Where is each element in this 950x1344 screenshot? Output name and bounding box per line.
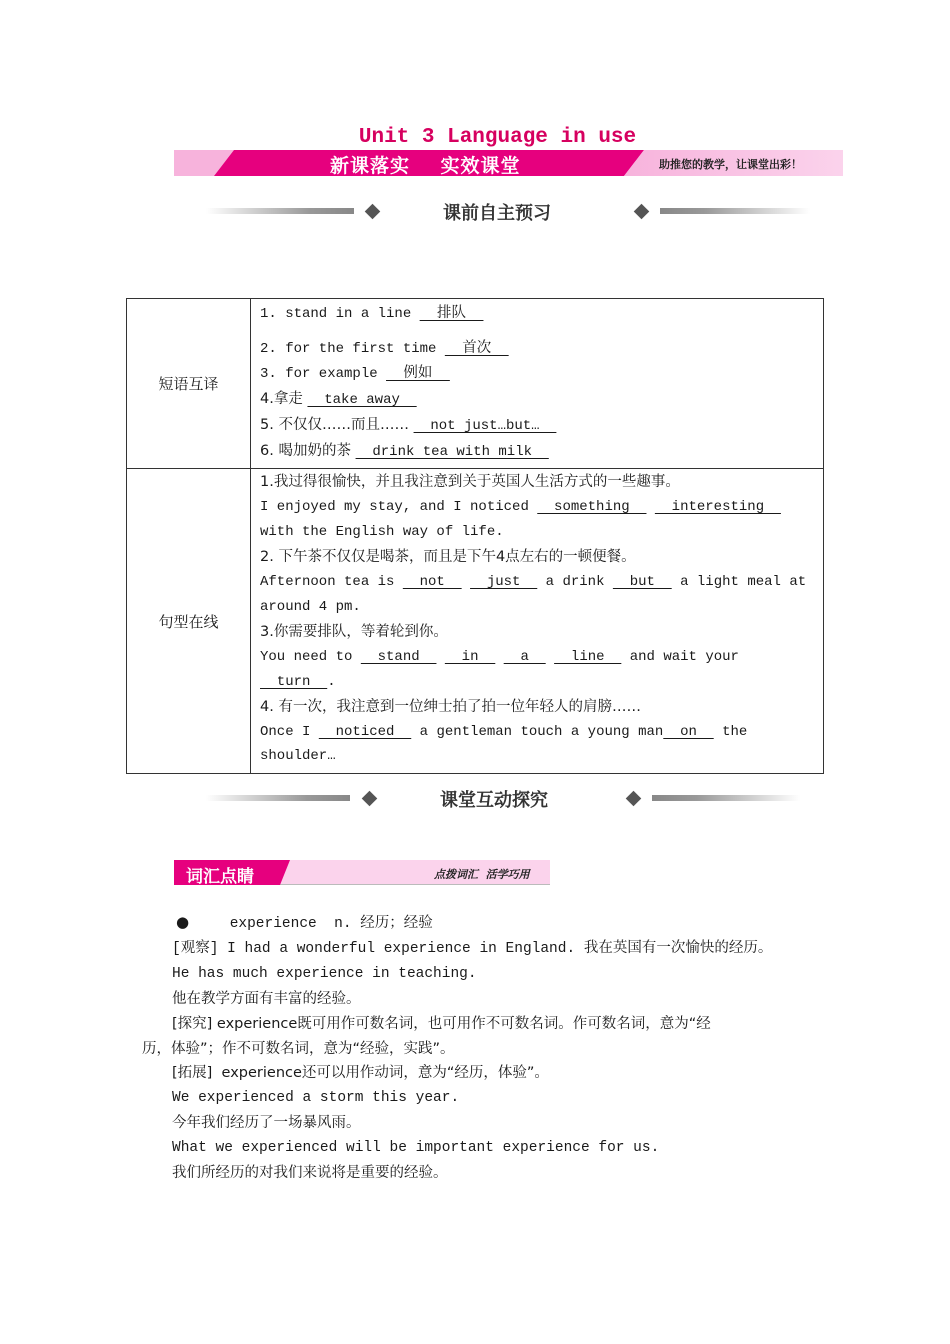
sentence-text: . (327, 673, 336, 690)
diamond-icon (634, 204, 650, 220)
diamond-icon (362, 791, 378, 807)
diamond-icon (365, 204, 381, 220)
section-heading-interactive: 课堂互动探究 (440, 790, 548, 811)
vocab-line: 今年我们经历了一场暴风雨。 (172, 1115, 361, 1132)
vocab-tab-label: 词汇点睛 (186, 867, 254, 887)
answer-blank: a (503, 648, 546, 665)
list-item (260, 362, 815, 387)
phrase-question: 4.拿走 (260, 390, 308, 407)
sentence-chinese: 2. 下午茶不仅仅是喝茶，而且是下午4点左右的一顿便餐。 (260, 549, 636, 566)
answer-blank: but (612, 574, 672, 591)
answer-blank: on (663, 723, 714, 740)
decorative-line-left (206, 208, 354, 214)
section-heading-preview: 课前自主预习 (443, 203, 551, 224)
list-item (260, 439, 815, 465)
answer-blank: stand (360, 648, 437, 665)
phrase-answer: not just…but… (413, 417, 557, 434)
sentence-text: a drink (537, 574, 613, 591)
vocab-line: [观察] I had a wonderful experience in England. 我在英国有一次愉快的经历。 (172, 940, 773, 957)
sentence-text: a gentleman touch a young man (411, 723, 664, 740)
phrase-answer: 例如 (386, 365, 450, 382)
diamond-icon (626, 791, 642, 807)
table-row (127, 299, 824, 469)
answer-blank: interesting (654, 499, 781, 516)
vocab-body (142, 910, 772, 1186)
banner-slogan: 助推您的教学，让课堂出彩！ (659, 158, 802, 171)
sentence-pattern-label: 句型在线 (127, 469, 251, 774)
sentence-english (260, 570, 815, 595)
sentence-english (260, 670, 815, 695)
sentence-text: a light meal at (671, 574, 807, 591)
vocab-line: What we experienced will be important experience for us. (172, 1140, 660, 1157)
vocab-headword-line (142, 910, 772, 937)
phrase-question: 6. 喝加奶的茶 (260, 442, 356, 459)
unit-title: Unit 3 Language in use (358, 126, 637, 149)
banner-text: 新课落实 实效课堂 (330, 155, 521, 177)
sentence-text: Once I (260, 723, 319, 740)
list-item (260, 387, 815, 413)
phrase-question: 1. stand in a line (260, 306, 420, 322)
phrase-answer: drink tea with milk (355, 443, 549, 460)
sentence-text: and wait your (621, 648, 739, 665)
answer-blank: line (554, 648, 622, 665)
sentence-english (260, 495, 815, 520)
answer-blank: just (470, 574, 538, 591)
vocab-line: We experienced a storm this year. (172, 1090, 460, 1107)
decorative-line-right (660, 208, 810, 214)
phrase-translation-content (251, 299, 824, 469)
sentence-english (260, 645, 815, 670)
answer-blank: noticed (318, 723, 412, 740)
phrase-answer: take away (307, 391, 417, 408)
sentence-pattern-content (251, 469, 824, 774)
bullet-icon: ● (176, 913, 190, 931)
phrase-answer: 排队 (419, 306, 484, 322)
answer-blank: something (537, 499, 647, 516)
sentence-chinese: 4. 有一次，我注意到一位绅士拍了拍一位年轻人的肩膀…… (260, 698, 641, 715)
list-item (260, 413, 815, 439)
sentence-chinese: 1.我过得很愉快，并且我注意到关于英国人生活方式的一些趣事。 (260, 474, 680, 491)
sentence-english: shoulder… (260, 748, 336, 765)
vocab-tab-slogan: 点拨词汇 活学巧用 (434, 868, 530, 881)
phrase-question: 2. for the first time (260, 340, 445, 357)
vocab-line: 他在教学方面有丰富的经验。 (172, 990, 361, 1007)
answer-blank: not (402, 574, 462, 591)
table-row (127, 469, 824, 774)
phrase-question: 5. 不仅仅……而且…… (260, 416, 414, 433)
decorative-line-left (206, 795, 350, 801)
sentence-english: with the English way of life. (260, 524, 504, 541)
vocab-line: He has much experience in teaching. (172, 965, 477, 982)
vocab-line: [探究] experience既可用作可数名词，也可用作不可数名词。作可数名词，意为“经 (172, 1015, 711, 1032)
vocab-line: [拓展] experience还可以用作动词，意为“经历，体验”。 (172, 1065, 549, 1082)
sentence-text: Afternoon tea is (260, 574, 403, 591)
answer-blank: in (444, 648, 496, 665)
phrase-answer: 首次 (444, 340, 509, 357)
sentence-english (260, 720, 815, 745)
answer-blank: turn (260, 673, 328, 690)
decorative-line-right (652, 795, 800, 801)
phrase-translation-label: 短语互译 (127, 299, 251, 469)
sentence-english: around 4 pm. (260, 598, 361, 615)
vocab-headword: experience n. 经历；经验 (229, 916, 433, 932)
list-item (260, 302, 815, 327)
sentence-text: You need to (260, 648, 361, 665)
vocab-line: 我们所经历的对我们来说将是重要的经验。 (172, 1165, 448, 1182)
list-item (260, 337, 815, 362)
sentence-text: I enjoyed my stay, and I noticed (260, 499, 538, 516)
sentence-text: the (713, 723, 748, 740)
sentence-chinese: 3.你需要排队，等着轮到你。 (260, 623, 448, 640)
phrase-question: 3. for example (260, 365, 387, 382)
exercise-table (126, 298, 824, 774)
vocab-line: 历，体验”；作不可数名词，意为“经验，实践”。 (142, 1040, 455, 1057)
